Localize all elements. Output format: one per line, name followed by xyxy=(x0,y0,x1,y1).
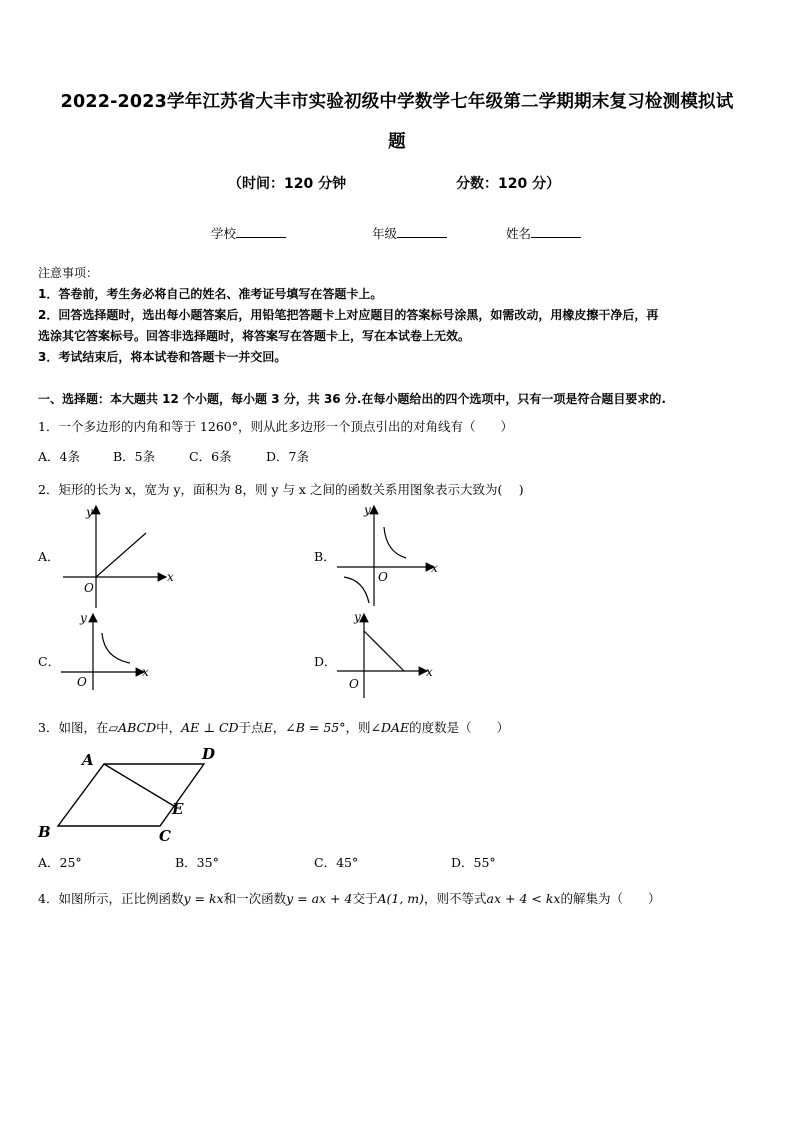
q2-label-d: D． xyxy=(314,654,337,669)
q2b-origin-label: O xyxy=(378,570,388,584)
notes-block xyxy=(38,263,760,368)
parallelogram-icon: ▱ xyxy=(108,720,119,735)
q3-label-b: B xyxy=(38,823,51,841)
q4-stem xyxy=(38,889,660,907)
q2-stem: 2．矩形的长为 x，宽为 y，面积为 8，则 y 与 x 之间的函数关系用图象表示大致为( ) xyxy=(38,482,524,497)
q2c-y-label: y xyxy=(80,611,87,625)
q3-stem-mid3: ，则 xyxy=(345,720,371,735)
q4-inequality: ax + 4 < kx xyxy=(486,891,561,906)
name-field xyxy=(506,224,581,242)
q2c-origin-label: O xyxy=(77,675,87,689)
notes-item-3: 3．考试结束后，将本试卷和答题卡一并交回。 xyxy=(38,350,287,364)
q3-angle-dae: ∠DAE xyxy=(370,720,410,735)
q3-figure xyxy=(32,742,232,847)
q3-option-d: D．55° xyxy=(451,855,496,870)
q2a-x-label: x xyxy=(167,570,174,584)
q2b-x-label: x xyxy=(431,561,438,575)
school-field xyxy=(211,224,286,242)
q3-label-d: D xyxy=(202,745,216,763)
q3-option-b: B．35° xyxy=(175,855,219,870)
q2d-y-label: y xyxy=(354,610,361,624)
q2-graph-c xyxy=(58,608,158,693)
q4-stem-suffix: 的解集为（ ） xyxy=(560,891,661,906)
q1-option-b: B．5条 xyxy=(113,449,156,464)
school-label: 学校 xyxy=(211,226,237,241)
q4-point: A(1, m) xyxy=(377,891,425,906)
q2-label-c: C． xyxy=(38,654,61,669)
section-heading: 一、选择题：本大题共 12 个小题，每小题 3 分，共 36 分.在每小题给出的四个选项中，只有一项是符合题目要求的. xyxy=(38,392,666,406)
q3-label-c: C xyxy=(159,827,171,845)
q1-option-c: C．6条 xyxy=(189,449,232,464)
notes-item-2b: 选涂其它答案标号。回答非选择题时，将答案写在答题卡上，写在本试卷上无效。 xyxy=(38,329,471,343)
q1-option-a: A．4条 xyxy=(38,449,80,464)
name-blank xyxy=(531,225,581,238)
q3-comma: ， xyxy=(272,720,286,735)
q3-option-a: A．25° xyxy=(38,855,82,870)
q1-option-d: D．7条 xyxy=(266,449,309,464)
grade-blank xyxy=(397,225,447,238)
q3-perp: AE ⊥ CD xyxy=(181,720,239,735)
grade-label: 年级 xyxy=(372,226,398,241)
q4-stem-mid3: ，则不等式 xyxy=(424,891,487,906)
q2-graph-b xyxy=(334,500,444,610)
q2-label-a: A． xyxy=(38,549,60,564)
grade-field xyxy=(372,224,447,242)
q2d-x-label: x xyxy=(426,665,433,679)
exam-score: 分数：120 分） xyxy=(456,176,561,192)
q2d-origin-label: O xyxy=(349,677,359,691)
exam-title-line1: 2022-2023学年江苏省大丰市实验初级中学数学七年级第二学期期末复习检测模拟试 xyxy=(60,92,734,112)
notes-heading: 注意事项： xyxy=(38,266,99,280)
exam-title-line2: 题 xyxy=(388,132,406,152)
q2c-x-label: x xyxy=(142,665,149,679)
q1-stem: 1．一个多边形的内角和等于 1260°，则从此多边形一个顶点引出的对角线有（ ） xyxy=(38,419,513,434)
q3-shape-name: ABCD xyxy=(118,720,157,735)
q4-func-1: y = kx xyxy=(183,891,224,906)
name-label: 姓名 xyxy=(506,226,532,241)
q2-graph-a xyxy=(58,500,178,610)
q4-stem-mid2: 交于 xyxy=(352,891,378,906)
q2-graph-d xyxy=(334,606,434,701)
q3-stem xyxy=(38,718,509,736)
q2-label-b: B． xyxy=(314,549,336,564)
q4-func-2: y = ax + 4 xyxy=(286,891,353,906)
q3-label-a: A xyxy=(82,751,94,769)
q3-angle-b: ∠B = 55° xyxy=(285,720,346,735)
q3-stem-mid2: 于点 xyxy=(238,720,264,735)
exam-time: （时间：120 分钟 xyxy=(228,176,347,192)
q3-label-e: E xyxy=(172,800,184,818)
q3-point-e: E xyxy=(263,720,273,735)
q3-stem-prefix: 3．如图，在 xyxy=(38,720,109,735)
school-blank xyxy=(236,225,286,238)
notes-item-1: 1．答卷前，考生务必将自己的姓名、准考证号填写在答题卡上。 xyxy=(38,287,383,301)
q3-stem-mid: 中， xyxy=(156,720,182,735)
q3-stem-suffix: 的度数是（ ） xyxy=(409,720,510,735)
q4-stem-mid1: 和一次函数 xyxy=(223,891,287,906)
q4-stem-prefix: 4．如图所示，正比例函数 xyxy=(38,891,184,906)
q2a-y-label: y xyxy=(86,505,93,519)
q2b-y-label: y xyxy=(364,503,371,517)
notes-item-2a: 2．回答选择题时，选出每小题答案后，用铅笔把答题卡上对应题目的答案标号涂黑，如需改动，用橡皮擦干净后，再 xyxy=(38,308,659,322)
q2a-origin-label: O xyxy=(84,581,94,595)
q3-option-c: C．45° xyxy=(314,855,359,870)
